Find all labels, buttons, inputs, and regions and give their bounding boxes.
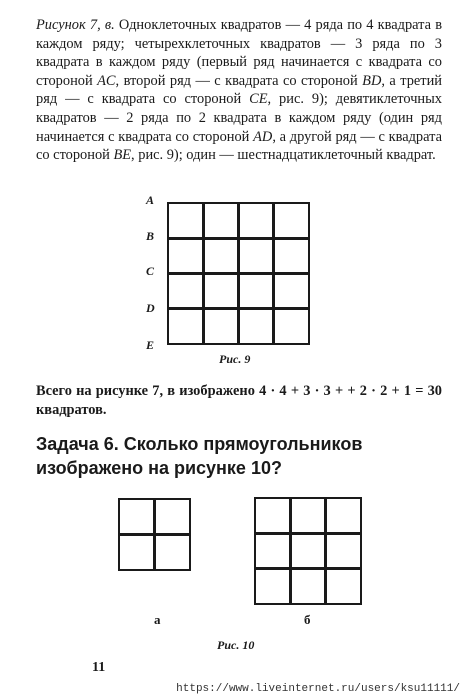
solution-paragraph xyxy=(36,16,442,165)
page-number: 11 xyxy=(92,660,106,675)
row-label-d: D xyxy=(146,301,155,315)
figure9-caption: Рис. 9 xyxy=(219,352,251,366)
segment-be: BE xyxy=(113,147,132,164)
row-label-e: E xyxy=(146,338,155,352)
paragraph-text: , рис. 9); девятиклеточных квадратов — 2 ряда по 2 квадрата в каждом ряду (один ряд начинается с квадрата со стороной xyxy=(36,91,443,145)
paragraph-text: , а другой ряд — с квадрата со стороной xyxy=(36,128,442,164)
figure10-label-a: а xyxy=(154,612,161,627)
segment-ce: CE xyxy=(249,91,268,108)
segment-ac: AC xyxy=(97,72,116,89)
paragraph-text: Одноклеточных квадратов — 4 ряда по 4 квадрата в каждом ряду; четырехклеточных квадратов — 3 ряда по 3 квадрата в каждом ряду (первый ряд начинается с квадрата со стороной xyxy=(36,17,443,89)
task-statement xyxy=(36,432,442,480)
figure9-grid xyxy=(167,202,310,345)
paragraph-text: , а третий ряд — с квадрата со стороной xyxy=(36,72,442,108)
figure10a-grid xyxy=(118,498,191,571)
figure10-caption: Рис. 10 xyxy=(217,638,255,652)
task-text: Сколько прямоугольников изображено на рисунке 10? xyxy=(36,434,363,478)
task-label: Задача 6. xyxy=(36,434,119,454)
paragraph-text: , рис. 9); один — шестнадцатиклеточный квадрат. xyxy=(131,147,436,164)
summary-text: Всего на рисунке 7, в изображено 4 · 4 + 3 · 3 + + 2 · 2 + 1 = 30 квадратов. xyxy=(36,383,442,418)
row-label-c: C xyxy=(146,264,155,278)
watermark-url: https://www.liveinternet.ru/users/ksu11111/ xyxy=(176,683,460,695)
segment-ad: AD xyxy=(253,128,273,145)
figure10b-grid xyxy=(254,497,362,605)
row-label-b: B xyxy=(146,229,155,243)
row-label-a: A xyxy=(146,193,155,207)
figure-reference: Рисунок 7, в. xyxy=(36,17,115,33)
figure10-label-b: б xyxy=(304,612,311,627)
segment-bd: BD xyxy=(362,72,382,89)
paragraph-text: , второй ряд — с квадрата со стороной xyxy=(115,72,363,89)
